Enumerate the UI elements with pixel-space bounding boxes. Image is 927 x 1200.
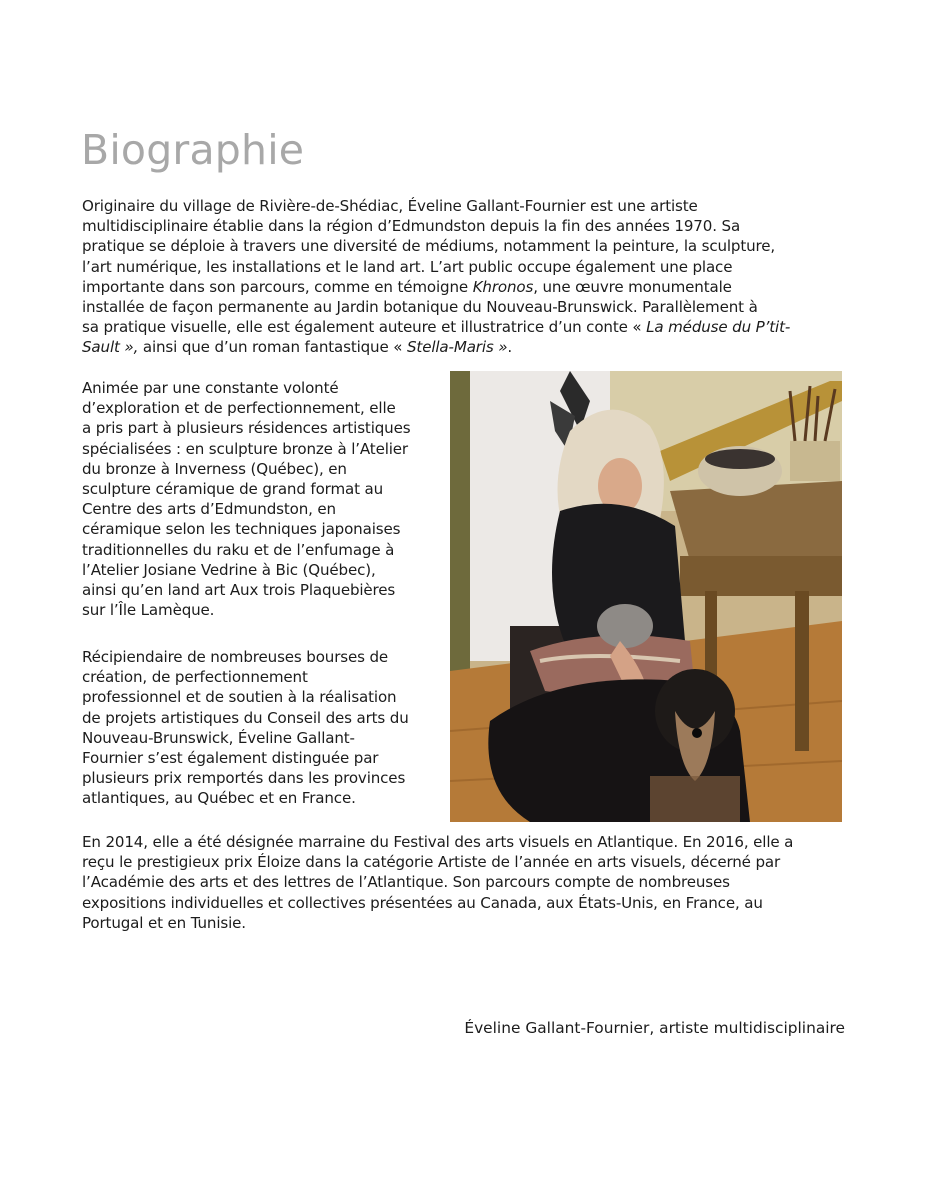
artist-photo: [450, 371, 842, 822]
text-line: [82, 277, 852, 297]
signature: Éveline Gallant-Fournier, artiste multidisciplinaire: [464, 1019, 845, 1037]
page-title: Biographie: [81, 126, 305, 174]
text-line: l’Atelier Josiane Vedrine à Bic (Québec),: [82, 560, 376, 579]
text-line: création, de perfectionnement: [82, 668, 308, 687]
text-line: de projets artistiques du Conseil des arts du: [82, 708, 409, 727]
book-title-stella-maris: Stella-Maris »: [407, 338, 508, 357]
text-line: d’exploration et de perfectionnement, elle: [82, 399, 396, 418]
text-line: installée de façon permanente au Jardin botanique du Nouveau-Brunswick. Parallèlement à: [82, 298, 758, 317]
text-line: Portugal et en Tunisie.: [82, 913, 246, 932]
awards-paragraph: [82, 832, 852, 933]
text-line: atlantiques, au Québec et en France.: [82, 789, 356, 808]
text-line: Nouveau-Brunswick, Éveline Gallant-: [82, 728, 355, 747]
text-line: sculpture céramique de grand format au: [82, 480, 384, 499]
text-line: ainsi qu’en land art Aux trois Plaquebières: [82, 581, 396, 600]
text-line: sur l’Île Lamèque.: [82, 601, 215, 620]
text-line: traditionnelles du raku et de l’enfumage à: [82, 540, 395, 559]
text-run: importante dans son parcours, comme en témoigne: [82, 277, 473, 296]
text-line: Fournier s’est également distinguée par: [82, 749, 379, 768]
intro-paragraph: [82, 196, 852, 358]
text-line: En 2014, elle a été désignée marraine du Festival des arts visuels en Atlantique. En 2016, elle a: [82, 833, 794, 851]
text-line: [82, 317, 852, 337]
text-line: multidisciplinaire établie dans la région d’Edmundston depuis la fin des années 1970. Sa: [82, 217, 741, 236]
text-line: Animée par une constante volonté: [82, 379, 339, 397]
text-line: spécialisées : en sculpture bronze à l’Atelier: [82, 439, 408, 458]
text-line: l’art numérique, les installations et le land art. L’art public occupe également une place: [82, 257, 733, 276]
text-line: pratique se déploie à travers une diversité de médiums, notamment la peinture, la sculpture,: [82, 237, 776, 256]
text-run: , une œuvre monumentale: [533, 277, 732, 296]
text-line: professionnel et de soutien à la réalisation: [82, 688, 397, 707]
text-line: reçu le prestigieux prix Éloize dans la catégorie Artiste de l’année en arts visuels, décerné par: [82, 853, 781, 872]
text-run: ainsi que d’un roman fantastique «: [142, 338, 407, 357]
residencies-paragraph: [82, 378, 432, 620]
text-line: plusieurs prix remportés dans les provinces: [82, 769, 406, 788]
text-line: a pris part à plusieurs résidences artistiques: [82, 419, 411, 438]
text-run: sa pratique visuelle, elle est également auteure et illustratrice d’un conte «: [82, 318, 647, 337]
text-line: l’Académie des arts et des lettres de l’Atlantique. Son parcours compte de nombreuses: [82, 873, 730, 892]
book-title-meduse: La méduse du P’tit-: [646, 318, 791, 337]
text-line: Récipiendaire de nombreuses bourses de: [82, 648, 389, 666]
text-line: [82, 337, 852, 357]
text-run: .: [507, 338, 513, 357]
artwork-title-khronos: Khronos: [472, 277, 534, 296]
text-line: expositions individuelles et collectives présentées au Canada, aux États-Unis, en France, au: [82, 893, 763, 912]
text-line: céramique selon les techniques japonaises: [82, 520, 401, 539]
book-title-meduse-end: Sault »,: [82, 338, 143, 357]
grants-paragraph: [82, 647, 432, 809]
artist-with-dog-photo: [450, 371, 842, 822]
text-line: du bronze à Inverness (Québec), en: [82, 459, 347, 478]
text-line: Originaire du village de Rivière-de-Shédiac, Éveline Gallant-Fournier est une artiste: [82, 197, 698, 215]
text-line: Centre des arts d’Edmundston, en: [82, 500, 336, 519]
